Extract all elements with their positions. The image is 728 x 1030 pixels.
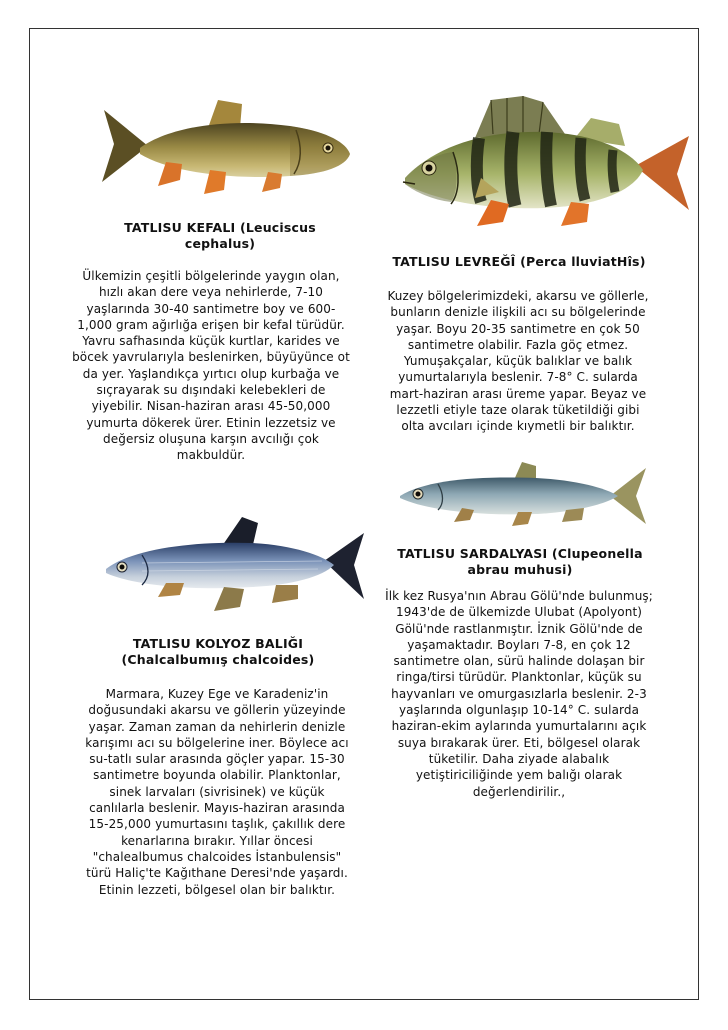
perch-description: Kuzey bölgelerimizdeki, akarsu ve göllerle, bunların denizle ilişkili acı su bölgelerinde yaşar. Boyu 20-35 santimetre en çok 50 santimetre olabilir. Fazla göç etmez. Yumuşakçalar, küçük balıklar ve balık yumurtalarıyla beslenir. 7-8° C. sularda mart-haziran arası üreme yapar. Beyaz ve lezzetli etiyle taze olarak tüketildiği gibi olta avcıları içinde kıymetli bir balıktır. xyxy=(387,289,649,434)
shemaya-title: TATLISU KOLYOZ BALIĞI (Chalcalbumıış chalcoides) xyxy=(121,636,315,667)
sprat-title: TATLISU SARDALYASI (Clupeonella abrau muhusi) xyxy=(397,546,643,577)
chub-title: TATLISU KEFALI (Leuciscus cephalus) xyxy=(124,220,316,251)
perch-fish-illustration xyxy=(395,94,691,232)
sprat-fish-illustration xyxy=(396,460,650,528)
chub-description: Ülkemizin çeşitli bölgelerinde yaygın olan, hızlı akan dere veya nehirlerde, 7-10 yaşlarında 30-40 santimetre boy ve 600-1,000 gram ağırlığa erişen bir kefal türüdür. Yavru safhasında küçük kurtlar, karides ve böcek yavrularıyla beslenirken, büyüyünce ot da yer. Yaşlandıkça yırtıcı olup kurbağa ve sıçrayarak su dışındaki kelebekleri de yiyebilir. Nisan-haziran arası 45-50,000 yumurta dökerek ürer. Etinin lezzetsiz ve değersiz oluşuna karşın avcılığı çok makbuldür. xyxy=(72,269,350,463)
chub-fish-illustration xyxy=(100,98,352,198)
shemaya-fish-illustration xyxy=(102,515,366,615)
perch-title: TATLISU LEVREĞÎ (Perca lluviatHîs) xyxy=(392,254,646,269)
shemaya-description: Marmara, Kuzey Ege ve Karadeniz'in doğusundaki akarsu ve göllerin yüzeyinde yaşar. Zaman zaman da nehirlerin denizle karışımı acı su bölgelerine iner. Böylece acı su-tatlı sular arasında göçler yapar. 15-30 santimetre boyunda olabilir. Planktonlar, sinek larvaları (sivrisinek) ve küçük canlılarla beslenir. Mayıs-haziran arasında 15-25,000 yumurtasını taşlık, çakıllık dere kenarlarına bırakır. Yıllar öncesi "chalealbumus chalcoides İstanbulensis" türü Haliç'te Kağıthane Deresi'nde yaşardı. Etinin lezzeti, bölgesel olan bir balıktır. xyxy=(85,687,349,897)
sprat-description: İlk kez Rusya'nın Abrau Gölü'nde bulunmuş; 1943'de de ülkemizde Ulubat (Apolyont) Gölü'nde rastlanmıştır. İznik Gölü'nde de yaşamaktadır. Boyları 7-8, en çok 12 santimetre olan, sürü halinde dolaşan bir ringa/tirsi türüdür. Planktonlar, küçük su hayvanları ve omurgasızlarla beslenir. 2-3 yaşlarında olgunlaşıp 10-14° C. sularda haziran-ekim aylarında yumurtalarını açık suya bırakarak ürer. Eti, bölgesel olarak tüketilir. Daha ziyade alabalık yetiştiriciliğinde yem balığı olarak değerlendirilir., xyxy=(385,589,653,799)
